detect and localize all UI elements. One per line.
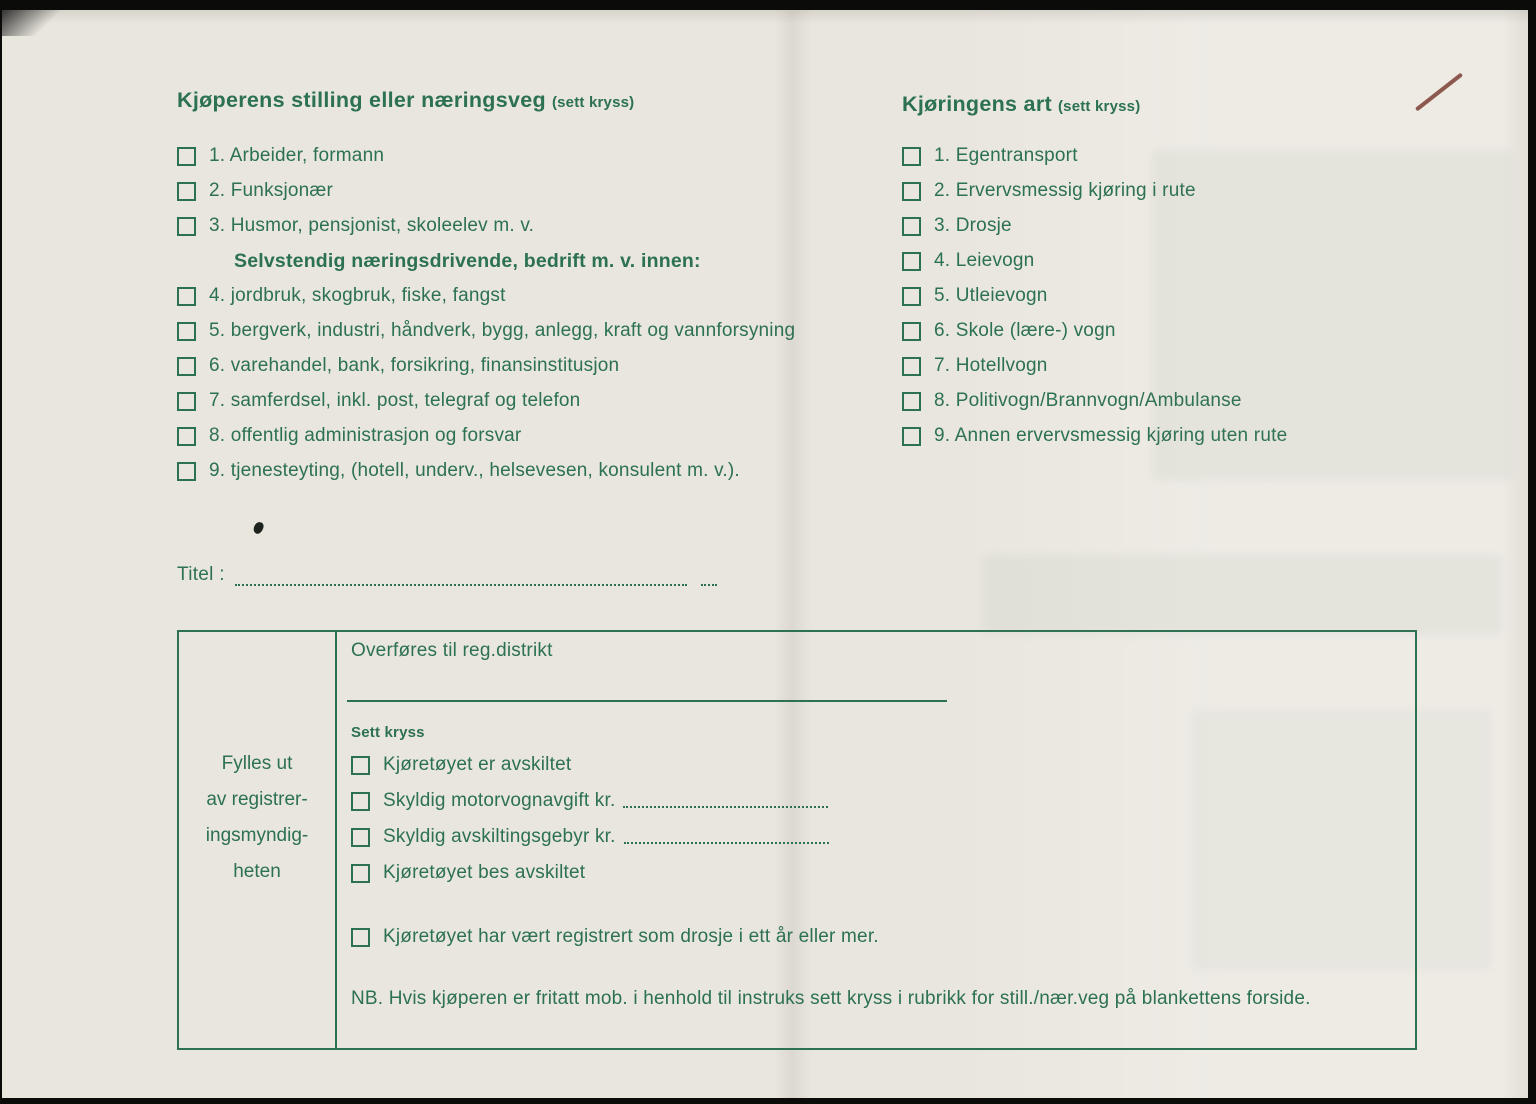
occupation-item (177, 425, 795, 447)
drosje-check-label: Kjøretøyet har vært registrert som drosje i ett år eller mer. (383, 926, 879, 947)
occupation-item (177, 145, 795, 167)
titel-row (177, 562, 717, 586)
transfer-district-label: Overføres til reg.distrikt (351, 640, 553, 661)
occupation-item (177, 215, 795, 237)
filled-by-line: heten (233, 861, 281, 882)
occupation-item-label: 3. Husmor, pensjonist, skoleelev m. v. (209, 215, 535, 236)
driving-type-item-label: 7. Hotellvogn (934, 355, 1048, 376)
occupation-item-label: 9. tjenesteyting, (hotell, underv., helsevesen, konsulent m. v.). (209, 460, 740, 481)
occupation-item (177, 355, 795, 377)
buyer-occupation-section (177, 88, 795, 495)
checkbox[interactable] (177, 427, 196, 446)
filled-by-authority-label (206, 746, 308, 890)
titel-dotted-line[interactable] (235, 570, 687, 586)
authority-check-item (351, 926, 879, 948)
checkbox[interactable] (902, 392, 921, 411)
filled-by-line: ingsmyndig- (205, 825, 309, 846)
authority-check-label: Kjøretøyet er avskiltet (383, 754, 572, 775)
buyer-occupation-title-text: Kjøperens stilling eller næringsveg (177, 88, 546, 112)
checkbox[interactable] (902, 287, 921, 306)
bleed-through-ghost (1192, 710, 1492, 970)
authority-check-item (351, 754, 829, 776)
checkbox[interactable] (177, 357, 196, 376)
occupation-item (177, 320, 795, 342)
checkbox[interactable] (177, 462, 196, 481)
checkbox[interactable] (902, 217, 921, 236)
driving-type-item-label: 3. Drosje (934, 215, 1012, 236)
buyer-occupation-title (177, 88, 795, 113)
checkbox[interactable] (177, 322, 196, 341)
checkbox[interactable] (902, 147, 921, 166)
occupation-item-label: 4. jordbruk, skogbruk, fiske, fangst (209, 285, 506, 306)
occupation-item (177, 460, 795, 482)
bleed-through-ghost (982, 555, 1502, 635)
driving-type-title-text: Kjøringens art (902, 92, 1052, 116)
authority-check-item (351, 826, 829, 848)
checkbox[interactable] (351, 864, 370, 883)
occupation-item-label: 6. varehandel, bank, forsikring, finansinstitusjon (209, 355, 620, 376)
checkbox[interactable] (902, 322, 921, 341)
checkbox[interactable] (902, 357, 921, 376)
occupation-item-label: 7. samferdsel, inkl. post, telegraf og telefon (209, 390, 581, 411)
authority-check-label: Skyldig avskiltingsgebyr kr. (383, 826, 616, 847)
driving-type-title-note: (sett kryss) (1057, 98, 1141, 115)
occupation-item-label: 5. bergverk, industri, håndverk, bygg, anlegg, kraft og vannforsyning (209, 320, 796, 341)
driving-type-item-label: 8. Politivogn/Brannvogn/Ambulanse (934, 390, 1242, 411)
occupation-item (177, 180, 795, 202)
sett-kryss-label: Sett kryss (351, 724, 425, 741)
checkbox[interactable] (351, 792, 370, 811)
checkbox[interactable] (902, 182, 921, 201)
scan-corner-shadow (2, 10, 62, 36)
self-employed-subheading: Selvstendig næringsdrivende, bedrift m. v. innen: (234, 250, 701, 272)
authority-check-item (351, 790, 829, 812)
checkbox[interactable] (177, 392, 196, 411)
occupation-item (177, 390, 795, 412)
authority-check-item (351, 862, 829, 884)
scanned-form-paper (2, 10, 1528, 1098)
checkbox[interactable] (351, 756, 370, 775)
buyer-occupation-title-note: (sett kryss) (551, 94, 635, 111)
nb-note: NB. Hvis kjøperen er fritatt mob. i henhold til instruks sett kryss i rubrikk for still./nær.veg på blankettens forside. (351, 988, 1311, 1009)
occupation-item (177, 285, 795, 307)
driving-type-item-label: 2. Ervervsmessig kjøring i rute (934, 180, 1196, 201)
ink-speck (252, 521, 264, 535)
driving-type-item-label: 5. Utleievogn (934, 285, 1048, 306)
filled-by-line: av registrer- (206, 789, 308, 810)
bleed-through-ghost (1152, 150, 1512, 480)
authority-check-list (351, 754, 829, 898)
occupation-item-label: 2. Funksjonær (209, 180, 334, 201)
amount-dotted-line[interactable] (623, 794, 828, 808)
checkbox[interactable] (177, 287, 196, 306)
authority-check-label: Skyldig motorvognavgift kr. (383, 790, 616, 811)
occupation-item-label: 8. offentlig administrasjon og forsvar (209, 425, 522, 446)
driving-type-title (902, 92, 1287, 117)
amount-dotted-line[interactable] (624, 830, 829, 844)
checkbox[interactable] (351, 928, 370, 947)
checkbox[interactable] (902, 252, 921, 271)
checkbox[interactable] (177, 147, 196, 166)
authority-check-label: Kjøretøyet bes avskiltet (383, 862, 586, 883)
checkbox[interactable] (177, 217, 196, 236)
titel-label: Titel : (177, 564, 225, 585)
driving-type-item-label: 1. Egentransport (934, 145, 1078, 166)
checkbox[interactable] (902, 427, 921, 446)
drosje-check-row (351, 926, 879, 961)
pen-mark (1415, 73, 1463, 112)
driving-type-item-label: 4. Leievogn (934, 250, 1035, 271)
titel-dotted-line-end (701, 570, 717, 586)
checkbox[interactable] (351, 828, 370, 847)
occupation-item-label: 1. Arbeider, formann (209, 145, 385, 166)
box-left-cell (179, 632, 337, 1048)
filled-by-line: Fylles ut (221, 753, 293, 774)
checkbox[interactable] (177, 182, 196, 201)
driving-type-item-label: 9. Annen ervervsmessig kjøring uten rute (934, 425, 1288, 446)
driving-type-item-label: 6. Skole (lære-) vogn (934, 320, 1116, 341)
transfer-district-line[interactable] (347, 700, 947, 702)
